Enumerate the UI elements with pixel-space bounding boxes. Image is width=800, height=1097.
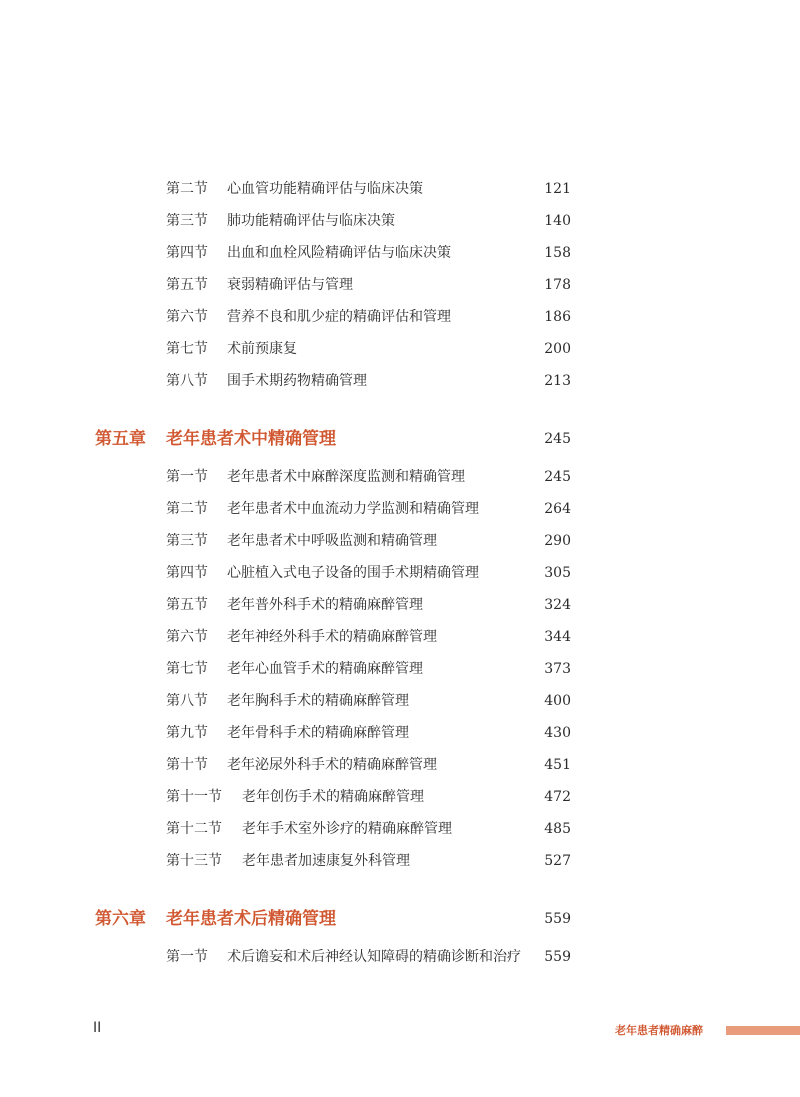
toc-section-entry (0, 593, 800, 617)
toc-section-entry (0, 177, 800, 201)
section-number: 第十二节 (166, 821, 222, 837)
page-reference: 264 (544, 501, 571, 517)
section-number: 第四节 (166, 565, 208, 581)
section-number: 第六节 (166, 309, 208, 325)
page-reference: 121 (544, 181, 571, 197)
section-number: 第七节 (166, 341, 208, 357)
toc-section-entry (0, 209, 800, 233)
section-number: 第四节 (166, 245, 208, 261)
chapter-title: 老年患者术中精确管理 (166, 429, 336, 449)
section-number: 第二节 (166, 501, 208, 517)
section-title: 肺功能精确评估与临床决策 (227, 213, 395, 229)
chapter-number: 第五章 (95, 429, 146, 449)
section-number: 第九节 (166, 725, 208, 741)
section-title: 术后谵妄和术后神经认知障碍的精确诊断和治疗 (227, 949, 521, 965)
toc-section-entry (0, 721, 800, 745)
section-title: 老年心血管手术的精确麻醉管理 (227, 661, 423, 677)
section-title: 出血和血栓风险精确评估与临床决策 (227, 245, 451, 261)
page-reference: 200 (544, 341, 571, 357)
page-reference: 451 (544, 757, 571, 773)
toc-section-entry (0, 945, 800, 969)
toc-section-entry (0, 241, 800, 265)
page-reference: 290 (544, 533, 571, 549)
page-reference: 186 (544, 309, 571, 325)
toc-section-entry (0, 657, 800, 681)
toc-section-entry (0, 497, 800, 521)
section-title: 衰弱精确评估与管理 (227, 277, 353, 293)
section-title: 老年患者术中呼吸监测和精确管理 (227, 533, 437, 549)
section-number: 第十一节 (166, 789, 222, 805)
section-number: 第五节 (166, 597, 208, 613)
page-reference: 245 (544, 469, 571, 485)
toc-section-entry (0, 561, 800, 585)
toc-section-entry (0, 465, 800, 489)
section-title: 老年普外科手术的精确麻醉管理 (227, 597, 423, 613)
page-reference: 430 (544, 725, 571, 741)
section-title: 老年患者术中血流动力学监测和精确管理 (227, 501, 479, 517)
toc-section-entry (0, 849, 800, 873)
page-reference: 472 (544, 789, 571, 805)
section-title: 老年患者加速康复外科管理 (242, 853, 410, 869)
page-reference: 527 (544, 853, 571, 869)
toc-section-entry (0, 785, 800, 809)
running-book-title: 老年患者精确麻醉 (615, 1024, 703, 1037)
footer-accent-bar (726, 1026, 800, 1035)
section-number: 第十节 (166, 757, 208, 773)
page-reference: 559 (544, 949, 571, 965)
chapter-title: 老年患者术后精确管理 (166, 909, 336, 929)
section-title: 老年患者术中麻醉深度监测和精确管理 (227, 469, 465, 485)
section-number: 第三节 (166, 533, 208, 549)
toc-section-entry (0, 689, 800, 713)
toc-chapter-entry (0, 905, 800, 933)
section-number: 第八节 (166, 373, 208, 389)
toc-section-entry (0, 273, 800, 297)
page-reference: 324 (544, 597, 571, 613)
section-title: 心脏植入式电子设备的围手术期精确管理 (227, 565, 479, 581)
toc-section-entry (0, 305, 800, 329)
section-number: 第五节 (166, 277, 208, 293)
section-number: 第十三节 (166, 853, 222, 869)
section-title: 老年泌尿外科手术的精确麻醉管理 (227, 757, 437, 773)
page-number: II (93, 1020, 102, 1036)
section-title: 围手术期药物精确管理 (227, 373, 367, 389)
toc-section-entry (0, 337, 800, 361)
section-title: 老年手术室外诊疗的精确麻醉管理 (242, 821, 452, 837)
toc-section-entry (0, 529, 800, 553)
section-number: 第八节 (166, 693, 208, 709)
page-reference: 305 (544, 565, 571, 581)
section-number: 第二节 (166, 181, 208, 197)
page-reference: 559 (544, 911, 571, 927)
section-title: 老年创伤手术的精确麻醉管理 (242, 789, 424, 805)
page-reference: 178 (544, 277, 571, 293)
section-title: 老年胸科手术的精确麻醉管理 (227, 693, 409, 709)
section-number: 第七节 (166, 661, 208, 677)
section-title: 老年骨科手术的精确麻醉管理 (227, 725, 409, 741)
page-reference: 158 (544, 245, 571, 261)
page-reference: 485 (544, 821, 571, 837)
page-reference: 344 (544, 629, 571, 645)
section-title: 心血管功能精确评估与临床决策 (227, 181, 423, 197)
toc-chapter-entry (0, 425, 800, 453)
section-title: 术前预康复 (227, 341, 297, 357)
toc-section-entry (0, 753, 800, 777)
section-number: 第六节 (166, 629, 208, 645)
section-title: 营养不良和肌少症的精确评估和管理 (227, 309, 451, 325)
chapter-number: 第六章 (95, 909, 146, 929)
page-reference: 373 (544, 661, 571, 677)
toc-section-entry (0, 369, 800, 393)
page-reference: 400 (544, 693, 571, 709)
page-reference: 213 (544, 373, 571, 389)
page-reference: 245 (544, 431, 571, 447)
page-reference: 140 (544, 213, 571, 229)
section-number: 第三节 (166, 213, 208, 229)
section-title: 老年神经外科手术的精确麻醉管理 (227, 629, 437, 645)
section-number: 第一节 (166, 469, 208, 485)
section-number: 第一节 (166, 949, 208, 965)
toc-section-entry (0, 817, 800, 841)
toc-section-entry (0, 625, 800, 649)
